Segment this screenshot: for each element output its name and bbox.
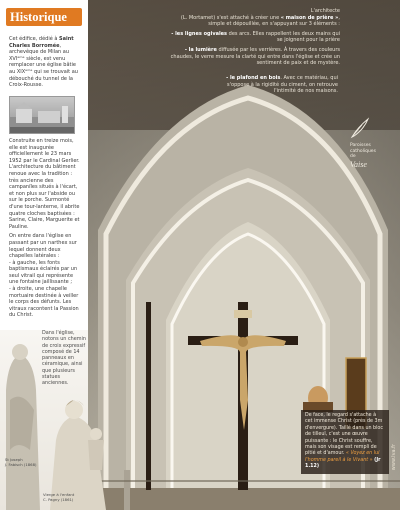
caption-vierge: [43, 493, 74, 502]
christ-description-box: [301, 410, 389, 474]
christ-quote: « Voyez en lui l'homme pareil à le Vivant »: [305, 451, 380, 463]
dedication-text: , archevêque de Milan au XVIᵉᵐᵉ siècle, est venu remplacer une église bâtie au XIXᵉᵐᵉ qui se trouvait au débouché du tunnel de la Croix-Rousse.: [9, 42, 78, 89]
saint-name: Saint Charles Borromée: [9, 36, 74, 49]
logo-line-3: de: [350, 154, 356, 159]
construction-text: Construite en treize mois, elle est inaugurée officiellement le 23 mars 1952 par le Cardinal Gerlier. L'architecture du bâtiment renoue avec la tradition : très ancienne des campanïles situés à l'écart, et non plus sur l'abside ou sur le porche. Surmonté d'une tour-lanterne, il abrite quatre cloches baptisées : Sarine, Claire, Marguerite et Pauline.: [9, 138, 80, 230]
caption-joseph-author: J. Fabisch (1868): [5, 461, 37, 467]
mortuary-text: - à droite, une chapelle mortuaire destinée à veiller le corps des défunts. Les vitraux racontent la Passion du Christ.: [9, 286, 79, 319]
ceiling-description: . Avec ce matériau, qui s'oppose à la rigidité du ciment, on retrouve l'intimité de nos maisons.: [227, 75, 338, 95]
maison-de-priere: « maison de prière »: [280, 14, 339, 21]
ogival-lines-text: des arcs. Elles rappellent les deux mains qui se joignent pour la prière: [228, 30, 340, 44]
ceiling-label: - le plafond en bois: [226, 75, 281, 81]
christ-description: De face, le regard s'attache à cet immense Christ (près de 3m d'envergure). Taillé dans un bloc de tilleul, c'est une œuvre puissante : le Christ souffre, mais son visage est rempli de pitié et d'amour.: [305, 413, 384, 457]
stations-text: [42, 330, 88, 387]
caption-st-joseph: [5, 458, 36, 467]
ceiling-text: [223, 75, 338, 98]
architect-name: (L. Mortamet) s'est attaché à créer une: [180, 14, 280, 21]
narthex-text: On entre dans l'église en passant par un narthex sur lequel donnent deux chapelles latérales :: [9, 233, 77, 260]
logo-line-1: Paroisses: [350, 143, 371, 148]
history-paragraph-1: [9, 36, 79, 92]
architect-elements: , simple et dépouillée, en s'appuyant sur 3 éléments :: [208, 14, 340, 28]
logo-city: Vaise: [350, 159, 367, 169]
ogival-lines-label: - les lignes ogivales: [171, 30, 228, 37]
caption-vierge-author: C. Pagny (1861): [43, 496, 74, 502]
dedication-intro: Cet édifice, dédié à: [9, 36, 60, 42]
history-heading-box: [6, 8, 82, 26]
baptismal-text: - à gauche, les fonts baptismaux éclairés par un seul vitrail qui représente une fontaine jaillissante ;: [9, 259, 78, 286]
history-heading: Historique: [10, 10, 67, 24]
christ-quote-ref: (Jr 1.12): [305, 457, 381, 470]
light-label: - la lumière: [184, 46, 217, 53]
quill-icon: [350, 117, 370, 139]
architecture-intro-text: [170, 8, 340, 70]
caption-vierge-title: Vierge à l'enfant: [43, 492, 75, 497]
website-url[interactable]: www.lva.fr: [391, 443, 397, 470]
history-paragraph-2: [9, 138, 81, 322]
old-church-illustration: [10, 97, 74, 133]
logo-line-2: catholiques: [350, 148, 376, 154]
parish-logo: [350, 117, 394, 169]
caption-joseph-title: St Joseph: [5, 457, 23, 462]
stations-description: Dans l'église, notons un chemin de croix expressif composé de 14 panneaux en céramique, ainsi que plusieurs statues anciennes.: [42, 330, 86, 387]
old-church-photo: [9, 96, 75, 134]
architect-intro: L'architecte: [310, 8, 340, 14]
light-text: diffusée par les verrières. À travers des couleurs chaudes, le verre mesure la clarté qui entre dans l'église et crée un sentiment de paix et de mystère.: [170, 46, 340, 67]
